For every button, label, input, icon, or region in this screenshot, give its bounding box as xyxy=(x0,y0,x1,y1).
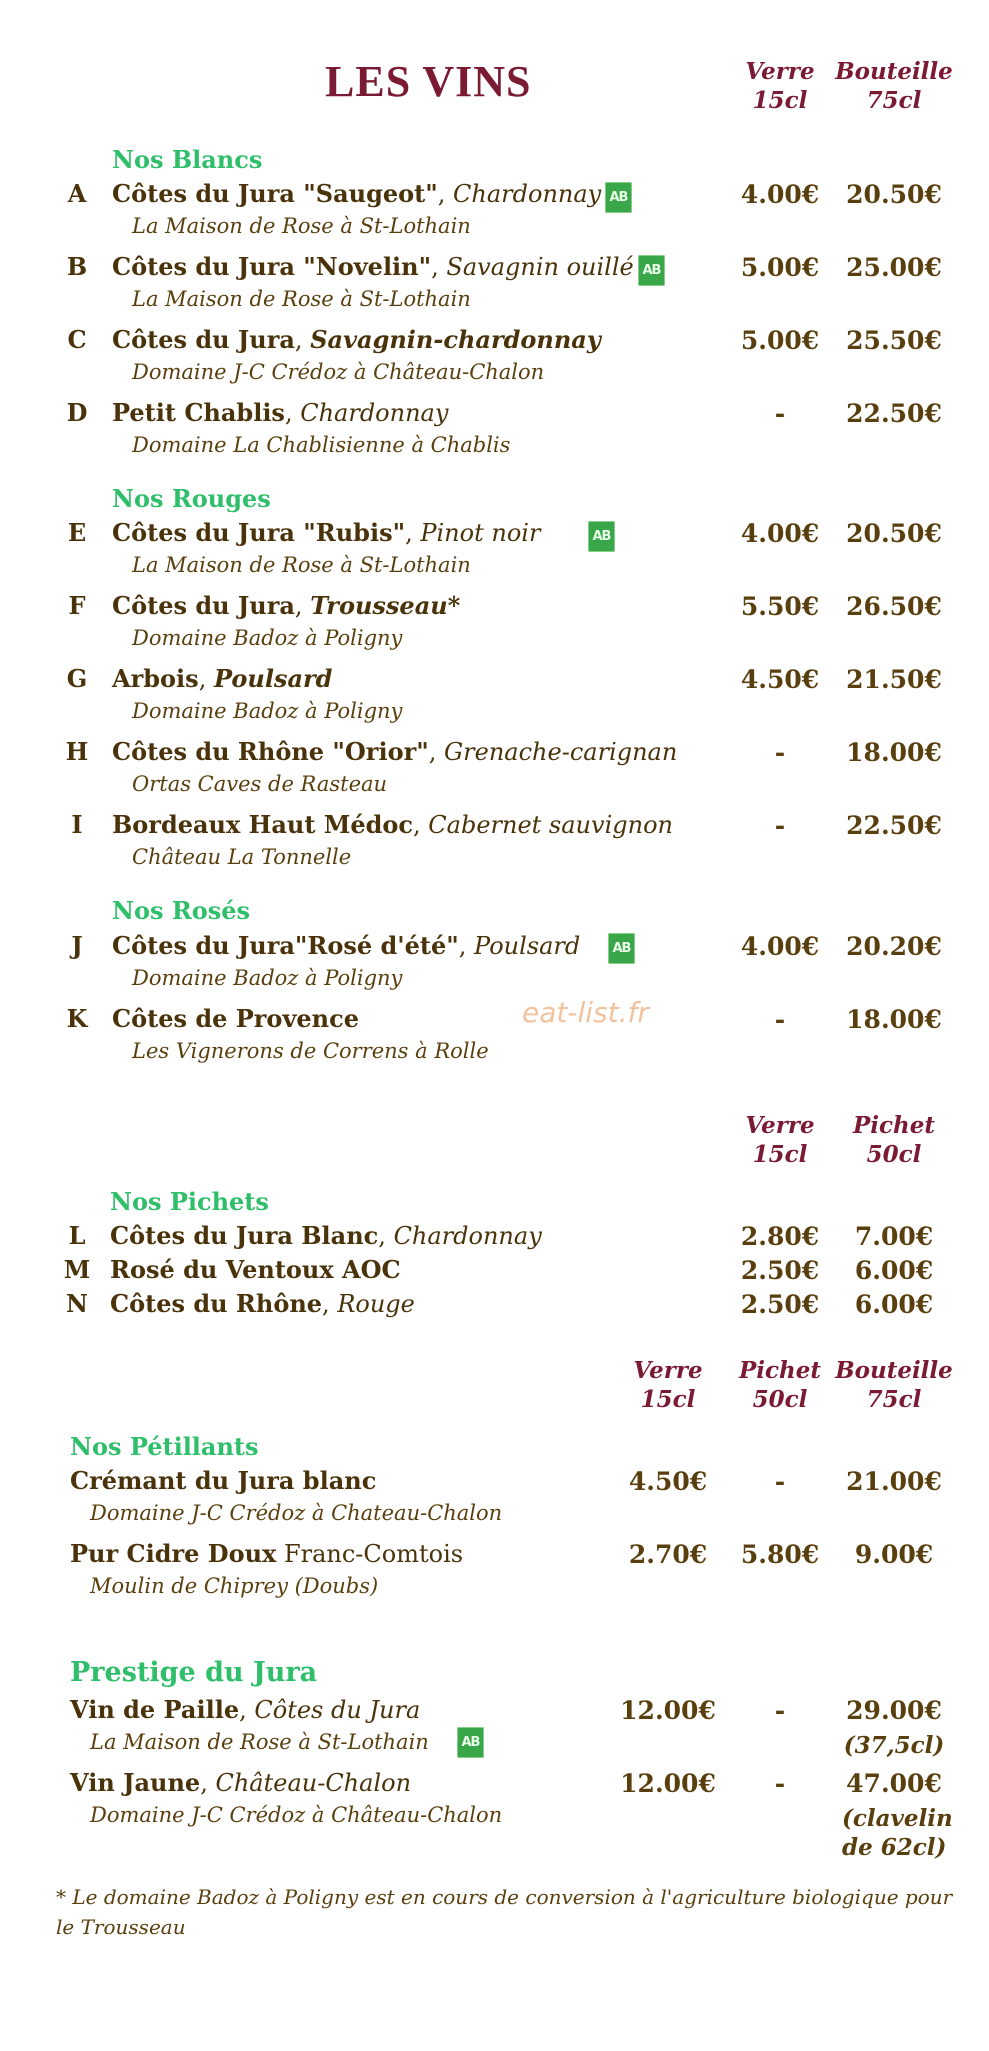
wine-producer: Domaine J-C Crédoz à Chateau-Chalon xyxy=(90,1501,503,1525)
col-header-size: 75cl xyxy=(866,1386,922,1413)
col-header-label: Verre xyxy=(745,58,815,85)
wine-appellation: Petit Chablis xyxy=(112,398,285,427)
separator: , xyxy=(200,1769,216,1797)
watermark: eat-list.fr xyxy=(522,996,649,1029)
bottle-size-note: (clavelin de 62cl) xyxy=(842,1805,953,1861)
wine-appellation: Vin de Paille xyxy=(70,1695,240,1724)
wine-name xyxy=(112,591,460,620)
col-header-verre xyxy=(720,1111,840,1169)
col-header-bouteille xyxy=(834,57,954,115)
wine-name xyxy=(112,518,540,547)
wine-appellation: Côtes du Jura "Saugeot" xyxy=(112,179,438,208)
bottle-size-note: (37,5cl) xyxy=(843,1732,945,1759)
wine-name xyxy=(112,664,332,693)
wine-producer: Domaine J-C Crédoz à Château-Chalon xyxy=(90,1803,503,1827)
section-title-roses: Nos Rosés xyxy=(112,896,251,925)
separator: , xyxy=(378,1222,394,1250)
col-header-label: Verre xyxy=(745,1112,815,1139)
price-verre: 5.50€ xyxy=(740,592,820,621)
wine-letter: N xyxy=(66,1289,88,1318)
wine-appellation: Vin Jaune xyxy=(70,1768,201,1797)
price-bouteille: 21.00€ xyxy=(846,1467,942,1496)
col-header-size: 15cl xyxy=(752,1141,808,1168)
wine-grape: Côtes du Jura xyxy=(254,1696,421,1724)
price-verre: 4.50€ xyxy=(740,665,820,694)
wine-appellation: Côtes du Jura Blanc xyxy=(110,1221,379,1250)
organic-ab-icon: AB xyxy=(638,255,665,286)
wine-grape: Savagnin ouillé xyxy=(446,253,634,281)
wine-producer: La Maison de Rose à St-Lothain xyxy=(132,553,471,577)
price-bouteille: 25.00€ xyxy=(846,253,942,282)
price-verre: - xyxy=(774,399,786,428)
wine-grape: Savagnin-chardonnay xyxy=(310,325,601,354)
wine-letter: E xyxy=(67,518,87,547)
price-bouteille: 18.00€ xyxy=(846,1005,942,1034)
section-title-prestige: Prestige du Jura xyxy=(70,1657,318,1688)
wine-producer: Ortas Caves de Rasteau xyxy=(132,772,388,796)
col-header-label: Verre xyxy=(633,1357,703,1384)
wine-name xyxy=(70,1695,420,1724)
wine-letter: A xyxy=(67,179,87,208)
wine-producer: La Maison de Rose à St-Lothain xyxy=(90,1730,429,1754)
price-pichet: 6.00€ xyxy=(854,1256,934,1285)
wine-producer: Moulin de Chiprey (Doubs) xyxy=(90,1574,379,1598)
wine-producer: Domaine Badoz à Poligny xyxy=(132,966,403,990)
wine-appellation: Côtes du Jura"Rosé d'été" xyxy=(112,931,459,960)
separator: , xyxy=(284,399,301,427)
wine-letter: B xyxy=(66,252,88,281)
wine-appellation: Rosé du Ventoux AOC xyxy=(110,1255,401,1284)
wine-name xyxy=(112,737,677,766)
organic-ab-icon: AB xyxy=(608,933,635,964)
wine-name xyxy=(110,1289,415,1318)
organic-ab-icon: AB xyxy=(457,1727,484,1758)
separator: , xyxy=(294,592,311,620)
section-title-pichets: Nos Pichets xyxy=(110,1187,269,1216)
wine-grape: Château-Chalon xyxy=(215,1769,412,1797)
price-verre: 4.00€ xyxy=(740,180,820,209)
wine-grape: Poulsard xyxy=(213,664,333,693)
col-header-label: Bouteille xyxy=(835,1357,953,1384)
price-bouteille: 20.20€ xyxy=(846,932,942,961)
wine-letter: L xyxy=(68,1221,86,1250)
price-verre: 12.00€ xyxy=(620,1696,716,1725)
wine-letter: K xyxy=(66,1004,88,1033)
wine-letter: M xyxy=(63,1255,91,1284)
col-header-size: 15cl xyxy=(752,87,808,114)
wine-appellation: Bordeaux Haut Médoc xyxy=(112,810,414,839)
wine-appellation: Côtes du Jura "Novelin" xyxy=(112,252,432,281)
price-pichet: 5.80€ xyxy=(740,1540,820,1569)
price-verre: 4.50€ xyxy=(628,1467,708,1496)
price-bouteille: 20.50€ xyxy=(846,180,942,209)
col-header-label: Bouteille xyxy=(835,58,953,85)
wine-appellation: Côtes du Jura xyxy=(112,325,295,354)
wine-appellation: Côtes de Provence xyxy=(112,1004,359,1033)
separator: , xyxy=(405,519,421,547)
price-bouteille: 18.00€ xyxy=(846,738,942,767)
col-header-size: 50cl xyxy=(752,1386,808,1413)
separator: , xyxy=(458,932,475,960)
separator: , xyxy=(413,811,429,839)
price-pichet: 6.00€ xyxy=(854,1290,934,1319)
col-header-bouteille xyxy=(834,1356,954,1414)
col-header-verre xyxy=(608,1356,728,1414)
price-bouteille: 21.50€ xyxy=(846,665,942,694)
wine-producer: Domaine La Chablisienne à Chablis xyxy=(132,433,511,457)
wine-grape: Trousseau* xyxy=(310,591,461,620)
wine-name xyxy=(112,810,673,839)
col-header-pichet xyxy=(720,1356,840,1414)
price-verre: - xyxy=(774,811,786,840)
price-bouteille: 22.50€ xyxy=(846,399,942,428)
wine-name xyxy=(112,931,580,960)
wine-appellation: Côtes du Rhône xyxy=(110,1289,323,1318)
price-verre: 2.70€ xyxy=(628,1540,708,1569)
wine-name xyxy=(112,1004,359,1033)
wine-name xyxy=(112,252,634,281)
col-header-verre xyxy=(720,57,840,115)
price-bouteille: 9.00€ xyxy=(854,1540,934,1569)
section-title-blancs: Nos Blancs xyxy=(112,145,263,174)
price-verre: 2.80€ xyxy=(740,1222,820,1251)
wine-grape: Poulsard xyxy=(474,932,581,960)
wine-producer: La Maison de Rose à St-Lothain xyxy=(132,287,471,311)
col-header-pichet xyxy=(834,1111,954,1169)
wine-grape: Pinot noir xyxy=(420,519,541,547)
wine-producer: Les Vignerons de Correns à Rolle xyxy=(132,1039,489,1063)
separator: , xyxy=(322,1290,338,1318)
wine-name xyxy=(112,398,448,427)
section-title-petillants: Nos Pétillants xyxy=(70,1432,259,1461)
separator: , xyxy=(437,180,454,208)
wine-appellation: Pur Cidre Doux xyxy=(70,1539,277,1568)
wine-letter: I xyxy=(71,810,83,839)
price-verre: 5.00€ xyxy=(740,326,820,355)
wine-name xyxy=(70,1768,411,1797)
price-verre: 4.00€ xyxy=(740,519,820,548)
wine-appellation: Arbois xyxy=(112,664,199,693)
wine-grape: Grenache-carignan xyxy=(444,738,678,766)
wine-name xyxy=(110,1221,542,1250)
wine-origin: Franc-Comtois xyxy=(276,1540,464,1568)
wine-appellation: Côtes du Rhône "Orior" xyxy=(112,737,429,766)
separator: , xyxy=(294,326,311,354)
wine-producer: La Maison de Rose à St-Lothain xyxy=(132,214,471,238)
wine-producer: Domaine Badoz à Poligny xyxy=(132,699,403,723)
wine-letter: D xyxy=(66,398,88,427)
wine-producer: Château La Tonnelle xyxy=(132,845,352,869)
organic-ab-icon: AB xyxy=(605,182,632,213)
col-header-size: 75cl xyxy=(866,87,922,114)
wine-letter: F xyxy=(68,591,86,620)
price-pichet: - xyxy=(774,1467,786,1496)
price-verre: 12.00€ xyxy=(620,1769,716,1798)
wine-grape: Rouge xyxy=(337,1290,415,1318)
col-header-size: 50cl xyxy=(866,1141,922,1168)
price-verre: 2.50€ xyxy=(740,1290,820,1319)
price-pichet: - xyxy=(774,1696,786,1725)
price-bouteille: 20.50€ xyxy=(846,519,942,548)
separator: , xyxy=(239,1696,255,1724)
separator: , xyxy=(198,665,214,693)
price-verre: - xyxy=(774,1005,786,1034)
wine-letter: J xyxy=(71,931,83,960)
wine-appellation: Crémant du Jura blanc xyxy=(70,1466,377,1495)
footnote: * Le domaine Badoz à Poligny est en cours de conversion à l'agriculture biologique pour le Trousseau xyxy=(56,1885,953,1939)
wine-name xyxy=(70,1539,463,1568)
col-header-label: Pichet xyxy=(852,1112,936,1139)
price-pichet: - xyxy=(774,1769,786,1798)
wine-grape: Chardonnay xyxy=(453,180,602,208)
price-verre: 2.50€ xyxy=(740,1256,820,1285)
price-pichet: 7.00€ xyxy=(854,1222,934,1251)
separator: , xyxy=(431,253,447,281)
price-verre: - xyxy=(774,738,786,767)
section-title-rouges: Nos Rouges xyxy=(112,484,271,513)
wine-name xyxy=(70,1466,376,1495)
col-header-size: 15cl xyxy=(640,1386,696,1413)
wine-grape: Chardonnay xyxy=(300,399,449,427)
price-bouteille: 29.00€ xyxy=(846,1696,942,1725)
wine-appellation: Côtes du Jura "Rubis" xyxy=(112,518,406,547)
wine-producer: Domaine J-C Crédoz à Château-Chalon xyxy=(132,360,545,384)
wine-letter: G xyxy=(66,664,88,693)
price-bouteille: 26.50€ xyxy=(846,592,942,621)
col-header-label: Pichet xyxy=(738,1357,822,1384)
wine-producer: Domaine Badoz à Poligny xyxy=(132,626,403,650)
wine-grape: Cabernet sauvignon xyxy=(428,811,673,839)
wine-letter: C xyxy=(67,325,87,354)
price-verre: 4.00€ xyxy=(740,932,820,961)
wine-grape: Chardonnay xyxy=(393,1222,542,1250)
price-bouteille: 22.50€ xyxy=(846,811,942,840)
page-title: LES VINS xyxy=(325,57,532,106)
organic-ab-icon: AB xyxy=(588,521,615,552)
price-bouteille: 47.00€ xyxy=(846,1769,942,1798)
price-verre: 5.00€ xyxy=(740,253,820,282)
wine-name xyxy=(112,325,601,354)
separator: , xyxy=(428,738,444,766)
wine-letter: H xyxy=(65,737,89,766)
wine-name xyxy=(110,1255,401,1284)
price-bouteille: 25.50€ xyxy=(846,326,942,355)
wine-appellation: Côtes du Jura xyxy=(112,591,295,620)
wine-name xyxy=(112,179,601,208)
